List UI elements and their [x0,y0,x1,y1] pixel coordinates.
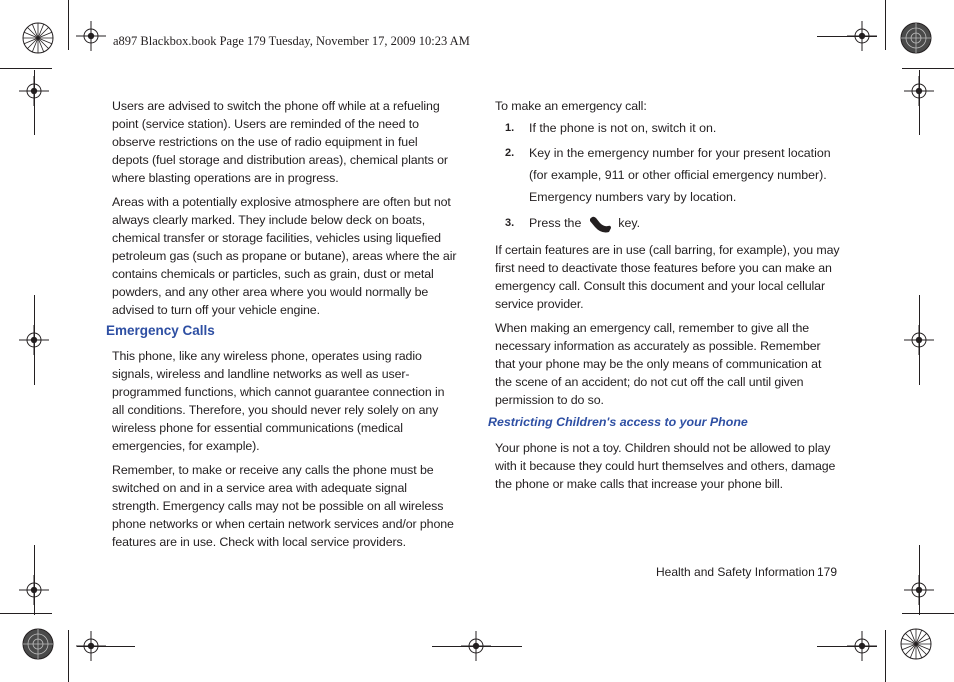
crop-line [817,36,877,37]
section-heading: Restricting Children's access to your Phone [488,415,748,429]
step-text: key. [618,216,641,230]
right-column-bottom [495,439,840,493]
step-item [505,117,845,139]
starburst-mark [22,22,54,54]
crop-line [919,70,920,135]
paragraph: Your phone is not a toy. Children should not be allowed to play with it because they could hurt themselves and others, damage the phone or make calls that increase your phone bill. [495,441,836,491]
crop-line [902,68,954,69]
starburst-mark [900,628,932,660]
crop-line [34,545,35,615]
step-item [505,212,845,236]
step-text: Key in the emergency number for your present location (for example, 911 or other official emergency number). Emergency numbers vary by location. [529,146,831,204]
crop-line [902,613,954,614]
crop-line [77,646,135,647]
step-number: 3. [505,217,515,229]
crop-line [919,295,920,385]
crop-line [34,70,35,135]
left-column [112,97,457,319]
page-number: 179 [817,565,838,579]
right-column [495,97,840,115]
crop-line [885,630,886,682]
section-heading: Emergency Calls [106,323,215,338]
starburst-mark [22,628,54,660]
crop-line [885,0,886,50]
step-number: 2. [505,147,515,159]
left-column-lower [112,347,457,551]
paragraph: If certain features are in use (call barring, for example), you may first need to deactivate those features before you can make an emergency call. Consult this document and your local cellular service provider. [495,243,840,311]
send-key-icon [587,213,613,235]
step-item [505,142,845,208]
paragraph: Remember, to make or receive any calls the phone must be switched on and in a service area with adequate signal strength. Emergency calls may not be possible on all wireless phone networks or when certain network services and/or phone features are in use. Check with local service providers. [112,463,454,549]
crop-line [68,630,69,682]
crop-line [432,646,522,647]
paragraph: Users are advised to switch the phone off while at a refueling point (service station). Users are reminded of the need to observe restrictions on the use of radio equipment in fuel depots (fuel storage and distribution areas), chemical plants or where blasting operations are in progress. [112,99,448,185]
crop-line [68,0,69,50]
footer-section-title: Health and Safety Information [656,565,815,579]
book-header: a897 Blackbox.book Page 179 Tuesday, November 17, 2009 10:23 AM [113,34,470,48]
paragraph: This phone, like any wireless phone, operates using radio signals, wireless and landline networks as well as user-programmed functions, which cannot guarantee connection in all conditions. Therefore, you should never rely solely on any wireless phone for essential communications (medical emergencies, for example). [112,349,445,453]
crop-line [0,68,52,69]
step-text-wrapper [529,212,845,235]
crop-line [919,545,920,615]
step-text: Press the [529,216,582,230]
crop-line [34,295,35,385]
step-text: If the phone is not on, switch it on. [529,121,717,135]
step-number: 1. [505,122,515,134]
crop-line [0,613,52,614]
intro-text: To make an emergency call: [495,99,647,113]
right-column-lower [495,241,840,409]
starburst-mark [900,22,932,54]
paragraph: Areas with a potentially explosive atmosphere are often but not always clearly marked. They include below deck on boats, chemical transfer or storage facilities, vehicles using liquefied petroleum gas (such as propane or butane), areas where the air contains chemicals or particles, such as grain, dust or metal powders, and any other area where you would normally be advised to turn off your vehicle engine. [112,195,457,317]
paragraph: When making an emergency call, remember to give all the necessary information as accurately as possible. Remember that your phone may be the only means of communication at the scene of an accident; do not cut off the call until given permission to do so. [495,321,822,407]
crop-line [817,646,877,647]
